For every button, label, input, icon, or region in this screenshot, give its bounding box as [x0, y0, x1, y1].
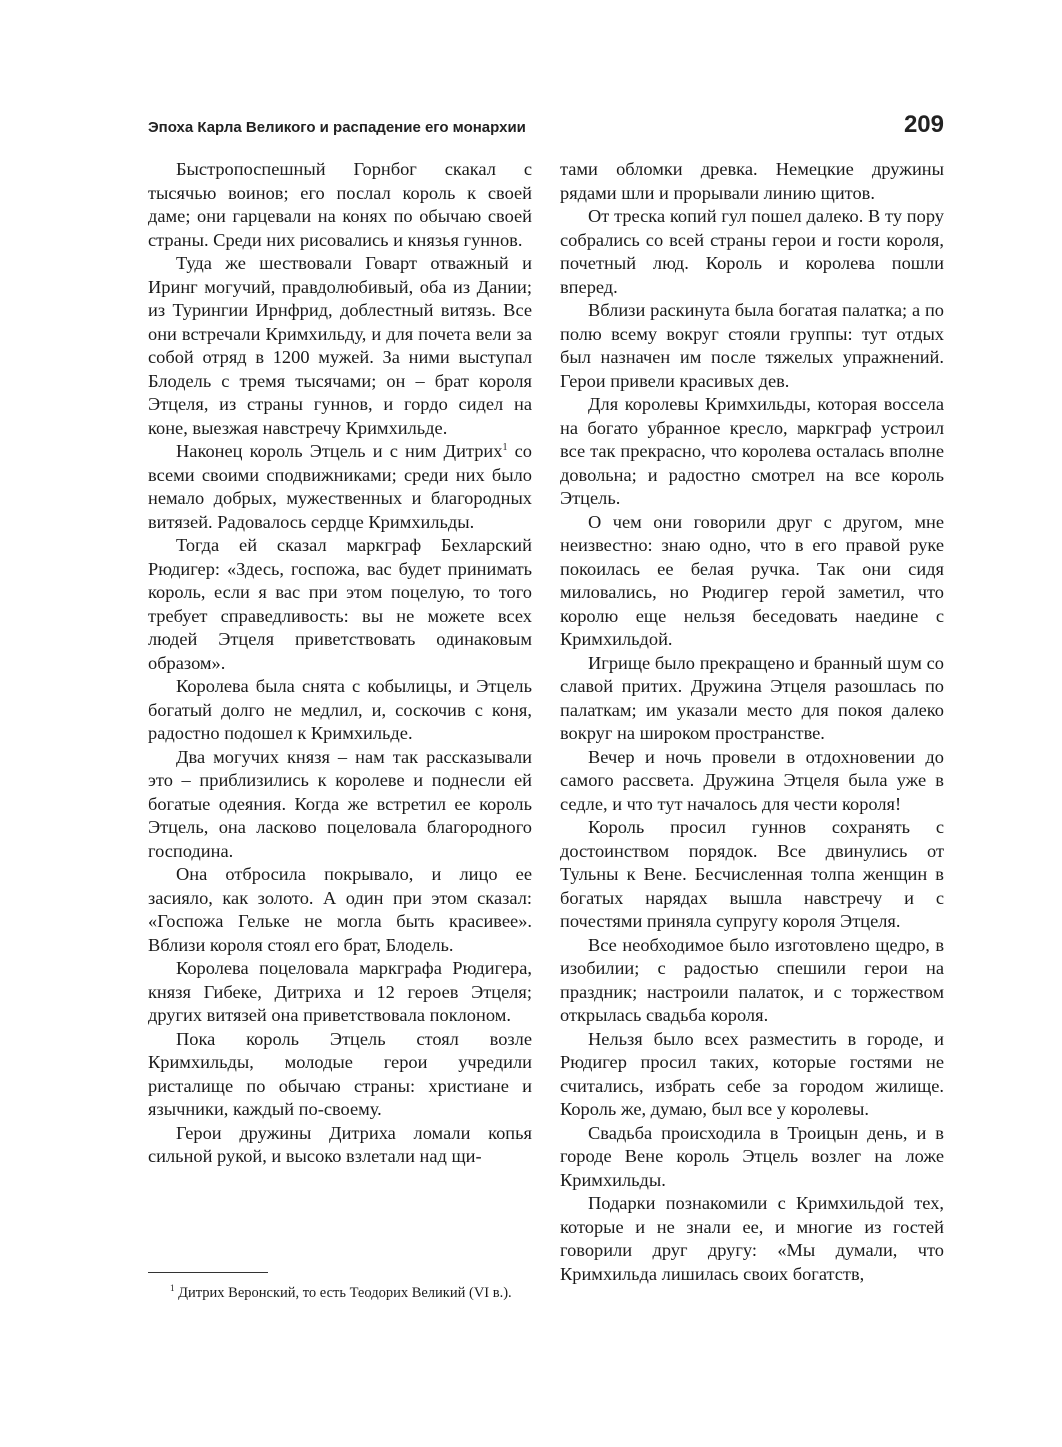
paragraph: Все необходимое было изготовлено щедро, в изобилии; с радостью спешили герои на праздник; настроили палаток, и с торжеством открылась свадьба короля. — [560, 934, 944, 1025]
footnote — [148, 1283, 532, 1303]
paragraph: Пока король Этцель стоял возле Кримхильды, молодые герои учредили ристалище по обычаю страны: христиане и язычники, каждый по-своему. — [148, 1028, 532, 1119]
running-header — [148, 113, 944, 145]
paragraph: О чем они говорили друг с другом, мне неизвестно: знаю одно, что в его правой руке покоилась ее белая ручка. Так они сидя миловались, но Рюдигер герой заметил, что королю еще нельзя беседовать наедине с Кримхильдой. — [560, 511, 944, 649]
paragraph: Она отбросила покрывало, и лицо ее засияло, как золото. А один при этом сказал: «Госпожа Гельке не могла быть красивее». Вблизи короля стоял его брат, Блодель. — [148, 864, 532, 955]
paragraph — [148, 440, 532, 534]
paragraph: Игрище было прекращено и бранный шум со славой притих. Дружина Этцеля разошлась по палаткам; им указали место для покоя далеко вокруг на широком пространстве. — [560, 652, 944, 743]
footnote-reference[interactable]: 1 — [502, 441, 508, 453]
paragraph: Король просил гуннов сохранять с достоинством порядок. Все двинулись от Тульны к Вене. Бесчисленная толпа женщин в богатых нарядах вышла навстречу и с почестями приняла супругу короля Этцеля. — [560, 817, 944, 931]
paragraph: Вечер и ночь провели в отдохновении до самого рассвета. Дружина Этцеля была уже в седле, и что тут началось для чести короля! — [560, 746, 944, 814]
paragraph: Два могучих князя – нам так рассказывали это – приблизились к королеве и поднесли ей богатые одеяния. Когда же встретил ее король Этцель, она ласково поцеловала благородного господина. — [148, 746, 532, 861]
paragraph: Тогда ей сказал маркграф Бехларский Рюдигер: «Здесь, госпожа, вас будет принимать король, если я вас при этом поцелую, то того требует справедливость: вы не можете всех людей Этцеля приветствовать одинаковым образом». — [148, 535, 532, 673]
paragraph: Нельзя было всех разместить в городе, и Рюдигер просил таких, которые гостями не считались, избрать себе за городом жилище. Король же, думаю, был все у королевы. — [560, 1028, 944, 1119]
footnote-mark: 1 — [170, 1283, 175, 1294]
paragraph-text: со всеми своими сподвижниками; среди них было немало добрых, мужественных и благородных витязей. Радовалось сердце Кримхильды. — [148, 441, 532, 532]
paragraph: Подарки познакомили с Кримхильдой тех, которые и не знали ее, и многие из гостей говорили друг другу: «Мы думали, что Кримхильда лишилась своих богатств, — [560, 1193, 944, 1284]
paragraph: Герои дружины Дитриха ломали копья сильной рукой, и высоко взлетали над щи- — [148, 1122, 532, 1166]
paragraph: Вблизи раскинута была богатая палатка; а по полю всему вокруг стояли группы: тут отдых был назначен им после тяжелых упражнений. Герои привели красивых дев. — [560, 300, 944, 391]
paragraph: Туда же шествовали Говарт отважный и Иринг могучий, правдолюбивый, оба из Дании; из Турингии Ирнфрид, доблестный витязь. Все они встречали Кримхильду, и для почета вели за собой отряд в 1200 мужей. За ними выступал Блодель с тремя тысячами; он – брат короля Этцеля, из страны гуннов, и гордо сидел на коне, выезжая навстречу Кримхильде. — [148, 253, 532, 438]
paragraph-text: Наконец король Этцель и с ним Дитрих — [176, 441, 503, 461]
page-number: 209 — [903, 111, 944, 138]
paragraph: Для королевы Кримхильды, которая воссела на богато убранное кресло, маркграф устроил все так прекрасно, что королева осталась вполне довольна; и радостно смотрел на все король Этцель. — [560, 394, 944, 508]
paragraph: Королева была снята с кобылицы, и Этцель богатый долго не медлил, и, соскочив с коня, радостно подошел к Кримхильде. — [148, 676, 532, 743]
left-column — [148, 158, 532, 1169]
right-column — [560, 158, 944, 1286]
footnote-text: Дитрих Веронский, то есть Теодорих Великий (VI в.). — [174, 1285, 512, 1301]
paragraph: Свадьба происходила в Троицын день, и в городе Вене король Этцель возлег на ложе Кримхильды. — [560, 1122, 944, 1190]
running-title: Эпоха Карла Великого и распадение его монархии — [148, 119, 526, 136]
paragraph-continued: тами обломки древка. Немецкие дружины рядами шли и прорывали линию щитов. — [560, 159, 944, 203]
footnote-divider — [148, 1272, 268, 1273]
paragraph: От треска копий гул пошел далеко. В ту пору собрались со всей страны герои и гости короля, почетный люд. Король и королева пошли вперед. — [560, 206, 944, 297]
paragraph: Быстропоспешный Горнбог скакал с тысячью воинов; его послал король к своей даме; они гарцевали на конях по обычаю своей страны. Среди них рисовались и князья гуннов. — [148, 159, 532, 250]
paragraph: Королева поцеловала маркграфа Рюдигера, князя Гибеке, Дитриха и 12 героев Этцеля; других витязей она приветствовала поклоном. — [148, 958, 532, 1025]
